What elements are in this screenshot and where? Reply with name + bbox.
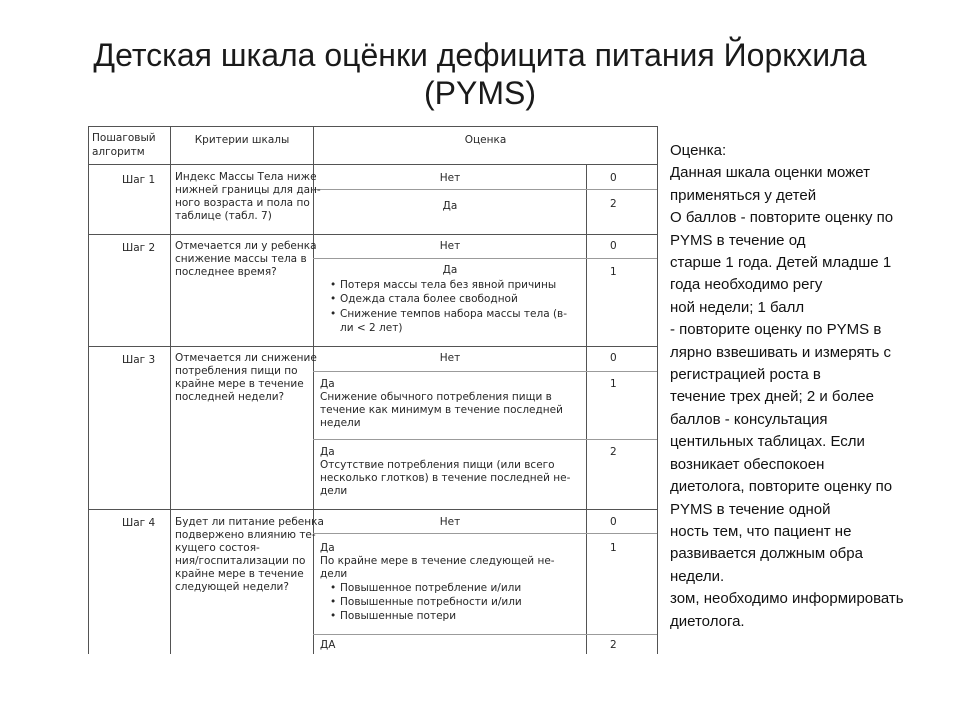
answer-yes: Да — [442, 264, 458, 276]
step-label: Шаг 2 — [122, 242, 156, 254]
answer-no: Нет — [439, 172, 461, 184]
answer-yes-line: Отсутствие потребления пищи (или всего — [320, 459, 555, 471]
criteria-line: ного возраста и пола по — [175, 197, 310, 209]
note-line: зом, необходимо информировать — [670, 590, 904, 608]
header-step-line-2: алгоритм — [92, 146, 145, 158]
subrow-divider — [313, 189, 657, 190]
answer-yes: ДА — [320, 639, 336, 651]
score-value: 1 — [610, 542, 617, 554]
subrow-divider — [313, 439, 657, 440]
answer-yes-line: дели — [320, 568, 348, 580]
criteria-line: Индекс Массы Тела ниже — [175, 171, 317, 183]
criteria-line: следующей недели? — [175, 581, 289, 593]
answer-yes-line: По крайне мере в течение следующей не- — [320, 555, 555, 567]
score-value: 0 — [610, 516, 617, 528]
table-header-divider — [88, 164, 658, 165]
note-line: О баллов - повторите оценку по — [670, 209, 894, 227]
bullet-item: • Снижение темпов набора массы тела (в- — [340, 308, 567, 321]
header-score: Оценка — [464, 134, 507, 146]
answer-yes-line: несколько глотков) в течение последней не- — [320, 472, 571, 484]
note-line: - повторите оценку по PYMS в — [670, 321, 882, 339]
note-line: возникает обеспокоен — [670, 455, 825, 473]
table-border-right — [657, 126, 658, 654]
note-line: баллов - консультация — [670, 410, 828, 428]
table-border-top — [88, 126, 658, 127]
note-line: PYMS в течение од — [670, 231, 806, 249]
note-line: применяться у детей — [670, 186, 817, 204]
note-line: PYMS в течение одной — [670, 500, 831, 518]
score-value: 2 — [610, 639, 617, 651]
step-label: Шаг 3 — [122, 354, 156, 366]
answer-yes-line: Снижение обычного потребления пищи в — [320, 391, 552, 403]
criteria-line: кущего состоя- — [175, 542, 260, 554]
note-line: диетолога. — [670, 612, 745, 630]
answer-yes: Да — [442, 200, 458, 212]
subrow-divider — [313, 634, 657, 635]
note-line: Оценка: — [670, 142, 727, 159]
header-step-line-1: Пошаговый — [92, 132, 156, 144]
note-line: старше 1 года. Детей младше 1 — [670, 254, 892, 272]
slide-title-line-2: (PYMS) — [424, 75, 536, 111]
score-value: 0 — [610, 352, 617, 364]
criteria-line: ния/госпитализации по — [175, 555, 306, 567]
score-value: 2 — [610, 198, 617, 210]
answer-yes-line: дели — [320, 485, 348, 497]
criteria-line: подвержено влиянию те- — [175, 529, 316, 541]
criteria-line: потребления пищи по — [175, 365, 298, 377]
row-divider-4 — [88, 509, 658, 510]
criteria-line: последней недели? — [175, 391, 285, 403]
note-line: развивается должным обра — [670, 545, 863, 563]
note-line: ной недели; 1 балл — [670, 298, 805, 316]
criteria-line: Будет ли питание ребенка — [175, 516, 324, 528]
score-value: 2 — [610, 446, 617, 458]
pyms-table-scan — [88, 126, 658, 654]
answer-no: Нет — [439, 516, 461, 528]
header-criteria: Критерии шкалы — [194, 134, 290, 146]
row-divider-3 — [88, 346, 658, 347]
answer-no: Нет — [439, 240, 461, 252]
note-line: ность тем, что пациент не — [670, 522, 852, 540]
bullet-item: • Повышенные потребности и/или — [340, 596, 522, 609]
table-border-left — [88, 126, 89, 654]
score-value: 1 — [610, 378, 617, 390]
column-divider-step — [170, 126, 171, 654]
criteria-line: крайне мере в течение — [175, 568, 304, 580]
criteria-line: таблице (табл. 7) — [175, 210, 272, 222]
criteria-line: последнее время? — [175, 266, 277, 278]
criteria-line: крайне мере в течение — [175, 378, 304, 390]
note-line: недели. — [670, 567, 725, 585]
answer-yes-line: Да — [320, 378, 335, 390]
bullet-continuation: ли < 2 лет) — [340, 322, 403, 334]
subrow-divider — [313, 258, 657, 259]
answer-yes-line: течение как минимум в течение последней — [320, 404, 563, 416]
row-divider-2 — [88, 234, 658, 235]
bullet-item: • Повышенное потребление и/или — [340, 582, 521, 595]
step-label: Шаг 4 — [122, 517, 156, 529]
bullet-item: • Повышенные потери — [340, 610, 456, 623]
slide-title — [40, 36, 920, 112]
bullet-item: • Потеря массы тела без явной причины — [340, 279, 556, 292]
criteria-line: нижней границы для дан- — [175, 184, 321, 196]
step-label: Шаг 1 — [122, 174, 156, 186]
bullet-item: • Одежда стала более свободной — [340, 293, 518, 306]
note-line: лярно взвешивать и измерять с — [670, 343, 892, 361]
score-value: 0 — [610, 240, 617, 252]
note-line: течение трех дней; 2 и более — [670, 388, 874, 406]
note-line: центильных таблицах. Если — [670, 433, 865, 451]
note-line: Данная шкала оценки может — [670, 164, 870, 182]
subrow-divider — [313, 533, 657, 534]
note-line: года необходимо регу — [670, 276, 823, 294]
note-line: регистрацией роста в — [670, 366, 821, 384]
assessment-note — [670, 140, 955, 633]
score-value: 1 — [610, 266, 617, 278]
answer-yes-line: Да — [320, 542, 335, 554]
subrow-divider — [313, 371, 657, 372]
score-value: 0 — [610, 172, 617, 184]
criteria-line: Отмечается ли у ребенка — [175, 240, 317, 252]
column-divider-score — [586, 164, 587, 654]
criteria-line: Отмечается ли снижение — [175, 352, 317, 364]
answer-yes-line: недели — [320, 417, 361, 429]
note-line: диетолога, повторите оценку по — [670, 478, 893, 496]
slide-title-line-1: Детская шкала оцёнки дефицита питания Йоркхила — [93, 37, 867, 73]
criteria-line: снижение массы тела в — [175, 253, 307, 265]
answer-no: Нет — [439, 352, 461, 364]
answer-yes-line: Да — [320, 446, 335, 458]
